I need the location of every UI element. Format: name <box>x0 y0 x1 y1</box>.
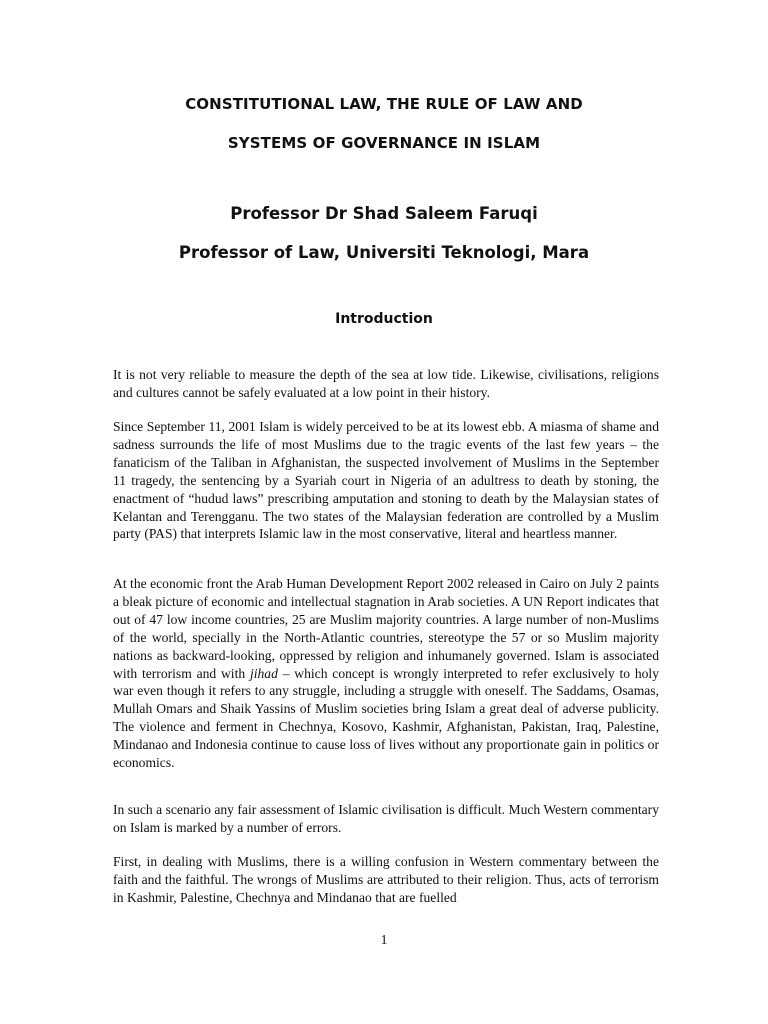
document-title-line-2: SYSTEMS OF GOVERNANCE IN ISLAM <box>227 134 541 152</box>
page-number: 1 <box>380 932 388 947</box>
document-title-line-1: CONSTITUTIONAL LAW, THE RULE OF LAW AND <box>185 95 583 113</box>
paragraph-1: It is not very reliable to measure the depth of the sea at low tide. Likewise, civilisations, religions and cultures cannot be safely evaluated at a low point in their history. <box>113 367 659 400</box>
section-heading-introduction: Introduction <box>335 311 433 327</box>
paragraph-3-text-end: – which concept is wrongly interpreted to refer exclusively to holy war even though it refers to any struggle, including a struggle with oneself. The Saddams, Osamas, Mullah Omars and Shaik Yassins of Muslim societies bring Islam a great deal of adverse publicity. The violence and ferment in Chechnya, Kosovo, Kashmir, Afghanistan, Pakistan, Iraq, Palestine, Mindanao and Indonesia continue to cause loss of lives without any proportionate gain in politics or economics. <box>113 665 659 771</box>
author-name: Professor Dr Shad Saleem Faruqi <box>230 204 538 223</box>
paragraph-5: First, in dealing with Muslims, there is a willing confusion in Western commentary between the faith and the faithful. The wrongs of Muslims are attributed to their religion. Thus, acts of terrorism in Kashmir, Palestine, Chechnya and Mindanao that are fuelled <box>113 854 659 905</box>
paragraph-4: In such a scenario any fair assessment of Islamic civilisation is difficult. Much Western commentary on Islam is marked by a number of errors. <box>113 802 659 835</box>
paragraph-3 <box>113 575 659 772</box>
author-affiliation: Professor of Law, Universiti Teknologi, Mara <box>178 243 590 262</box>
jihad-italic-term: jihad <box>249 665 278 681</box>
paragraph-2: Since September 11, 2001 Islam is widely perceived to be at its lowest ebb. A miasma of shame and sadness surrounds the life of most Muslims due to the tragic events of the last few years – the fanaticism of the Taliban in Afghanistan, the suspected involvement of Muslims in the September 11 tragedy, the sentencing by a Syariah court in Nigeria of an adultress to death by stoning, the enactment of “hudud laws” prescribing amputation and stoning to death by the Malaysian states of Kelantan and Terengganu. The two states of the Malaysian federation are controlled by a Muslim party (PAS) that interprets Islamic law in the most conservative, literal and heartless manner. <box>113 419 659 542</box>
paragraph-3-text-start: At the economic front the Arab Human Development Report 2002 released in Cairo on July 2 paints a bleak picture of economic and intellectual stagnation in Arab societies. A UN Report indicates that out of 47 low income countries, 25 are Muslim majority countries. A large number of non-Muslims of the world, specially in the North-Atlantic countries, stereotype the 57 or so Muslim majority nations as backward-looking, oppressed by religion and inhumanely governed. Islam is associated with terrorism and with <box>113 576 659 681</box>
